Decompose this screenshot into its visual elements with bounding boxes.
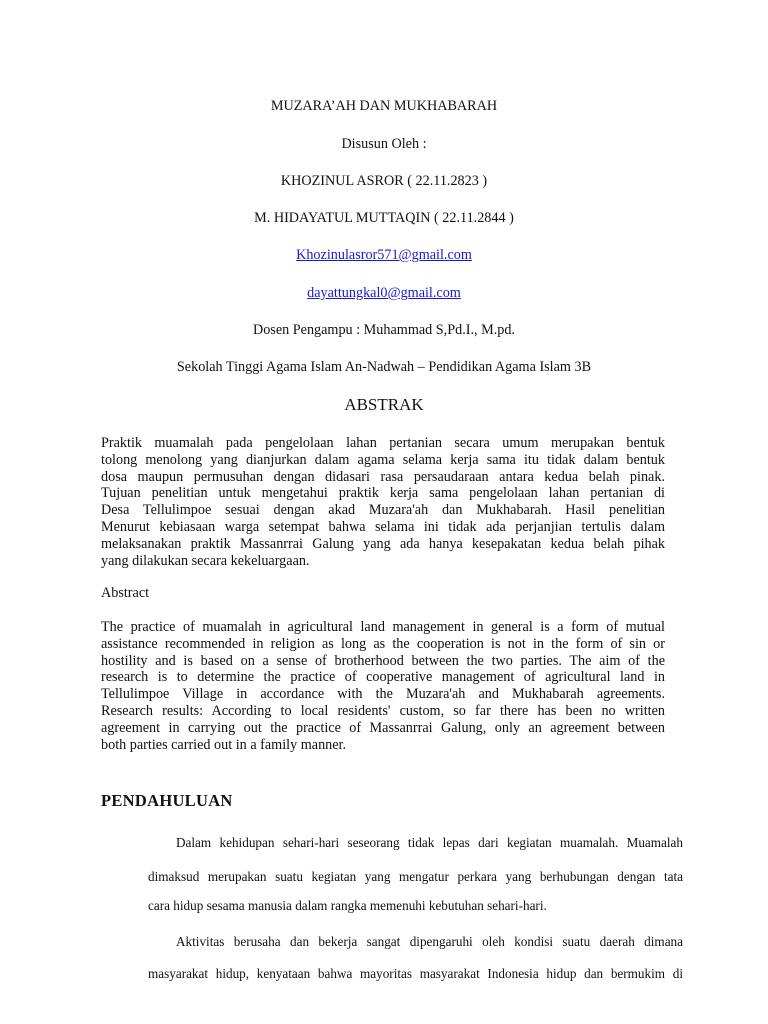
abstract-line: research is to determine the practice of cooperative management of agricultural land in xyxy=(101,669,665,686)
pendahuluan-line: cara hidup sesama manusia dalam rangka memenuhi kebutuhan sehari-hari. xyxy=(148,898,547,913)
email-link-2[interactable]: dayattungkal0@gmail.com xyxy=(307,285,461,301)
author-2: M. HIDAYATUL MUTTAQIN ( 22.11.2844 ) xyxy=(254,210,514,226)
abstrak-paragraph xyxy=(101,435,665,569)
abstrak-line: Desa Tellulimpoe sesuai dengan akad Muzara'ah dan Mukhabarah. Hasil penelitian xyxy=(101,502,665,519)
abstract-line: Research results: According to local residents' custom, so far there has been no written xyxy=(101,702,665,719)
paper-title: MUZARA’AH DAN MUKHABARAH xyxy=(270,98,498,114)
pendahuluan-line: masyarakat hidup, kenyataan bahwa mayoritas masyarakat Indonesia hidup dan bermukim di xyxy=(148,966,683,981)
abstrak-line: yang dilakukan secara kekeluargaan. xyxy=(101,552,310,569)
abstrak-line: tolong menolong yang dianjurkan dalam agama selama kerja sama itu tidak dalam bentuk xyxy=(101,451,665,468)
abstrak-line: melaksanakan praktik Massanrrai Galung yang ada hanya kesepakatan kedua belah pihak xyxy=(101,535,665,552)
abstract-line: Tellulimpoe Village in accordance with the Muzara'ah and Mukhabarah agreements. xyxy=(101,686,665,703)
pendahuluan-heading: PENDAHULUAN xyxy=(101,791,233,810)
abstrak-line: Menurut kebiasaan warga setempat bahwa selama ini tidak ada perjanjian tertulis dalam xyxy=(101,518,665,535)
abstract-paragraph xyxy=(101,619,665,753)
lecturer-line: Dosen Pengampu : Muhammad S,Pd.I., M.pd. xyxy=(252,322,516,338)
abstrak-line: dosa maupun permusuhan dengan didasari rasa persaudaraan antara kedua belah pinak. xyxy=(101,468,665,485)
pendahuluan-line: Aktivitas berusaha dan bekerja sangat dipengaruhi oleh kondisi suatu daerah dimana xyxy=(176,934,683,949)
author-1: KHOZINUL ASROR ( 22.11.2823 ) xyxy=(280,173,488,189)
abstract-line: assistance recommended in religion as long as the cooperation is not in the form of sin or xyxy=(101,635,665,652)
compiled-by-label: Disusun Oleh : xyxy=(341,136,427,152)
abstrak-line: Tujuan penelitian untuk mengetahui praktik kerja sama pengelolaan lahan pertanian di xyxy=(101,485,665,502)
abstrak-line: Praktik muamalah pada pengelolaan lahan pertanian secara umum merupakan bentuk xyxy=(101,435,665,451)
pendahuluan-line: dimaksud merupakan suatu kegiatan yang mengatur perkara yang berhubungan dengan tata xyxy=(148,869,683,884)
abstract-line: The practice of muamalah in agricultural land management in general is a form of mutual xyxy=(101,619,665,635)
abstract-line: both parties carried out in a family manner. xyxy=(101,736,347,753)
abstract-line: agreement in carrying out the practice of Massanrrai Galung, only an agreement between xyxy=(101,719,665,736)
abstrak-heading: ABSTRAK xyxy=(344,395,424,414)
abstract-line: hostility and is based on a sense of brotherhood between the two parties. The aim of the xyxy=(101,652,665,669)
email-link-1[interactable]: Khozinulasror571@gmail.com xyxy=(296,247,472,263)
abstract-heading: Abstract xyxy=(101,585,150,601)
institution-line: Sekolah Tinggi Agama Islam An-Nadwah – Pendidikan Agama Islam 3B xyxy=(176,359,592,375)
pendahuluan-line: Dalam kehidupan sehari-hari seseorang tidak lepas dari kegiatan muamalah. Muamalah xyxy=(176,835,683,850)
